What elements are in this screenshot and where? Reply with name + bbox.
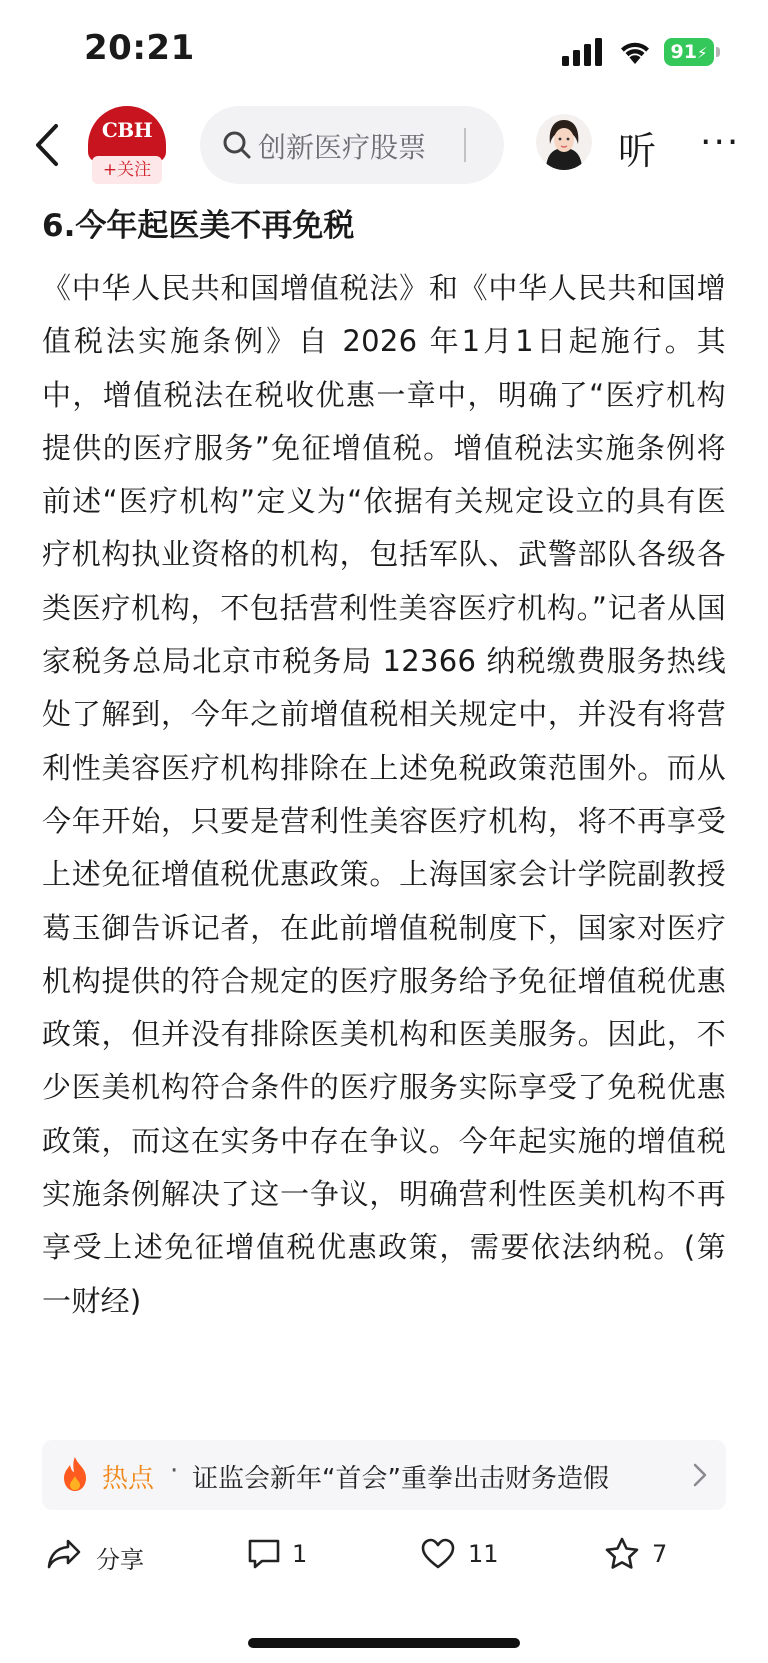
more-options-button[interactable]: ··· <box>700 122 741 163</box>
hot-topic-separator: · <box>170 1456 179 1486</box>
follow-button[interactable]: +关注 <box>92 156 162 184</box>
section-heading: 6.今年起医美不再免税 <box>42 208 355 244</box>
article-body: 《中华人民共和国增值税法》和《中华人民共和国增值税法实施条例》自 2026 年1月1日起施行。其中，增值税法在税收优惠一章中，明确了“医疗机构提供的医疗服务”免征增值税。增值税法实施条例将前述“医疗机构”定义为“依据有关规定设立的具有医疗机构执业资格的机构，包括军队、武警部队各级各类医疗机构，不包括营利性美容医疗机构。”记者从国家税务总局北京市税务局 12366 纳税缴费服务热线处了解到，今年之前增值税相关规定中，并没有将营利性美容医疗机构排除在上述免税政策范围外。而从今年开始，只要是营利性美容医疗机构，将不再享受上述免征增值税优惠政策。上海国家会计学院副教授葛玉御告诉记者，在此前增值税制度下，国家对医疗机构提供的符合规定的医疗服务给予免征增值税优惠政策，但并没有排除医美机构和医美服务。因此，不少医美机构符合条件的医疗服务实际享受了免税优惠政策，而这在实务中存在争议。今年起实施的增值税实施条例解决了这一争议，明确营利性医美机构不再享受上述免征增值税优惠政策，需要依法纳税。(第一财经) <box>42 271 726 1318</box>
status-time: 20:21 <box>84 28 195 68</box>
battery-percent: 91 <box>670 41 697 63</box>
hot-topic-bar[interactable] <box>42 1440 726 1510</box>
listen-button[interactable]: 听 <box>618 129 657 173</box>
battery-indicator <box>664 38 720 66</box>
share-label: 分享 <box>96 1546 144 1574</box>
home-indicator[interactable] <box>248 1638 520 1648</box>
share-icon <box>46 1536 82 1572</box>
hot-topic-headline[interactable]: 证监会新年“首会”重拳出击财务造假 <box>192 1464 609 1494</box>
battery-level: 91⚡ <box>664 38 714 66</box>
battery-tip <box>716 47 720 57</box>
like-count: 11 <box>468 1540 499 1568</box>
flame-icon <box>60 1456 90 1492</box>
comment-count: 1 <box>292 1540 308 1568</box>
nav-bar <box>0 100 768 200</box>
search-caret <box>464 128 466 162</box>
cellular-signal-icon <box>562 38 606 66</box>
favorite-button[interactable] <box>604 1530 684 1580</box>
star-icon <box>604 1536 640 1572</box>
search-icon <box>222 130 252 160</box>
status-bar <box>0 0 768 100</box>
comment-button[interactable] <box>246 1530 326 1580</box>
favorite-count: 7 <box>652 1540 668 1568</box>
like-button[interactable] <box>420 1530 510 1580</box>
wifi-icon <box>618 36 652 66</box>
avatar[interactable] <box>536 114 592 170</box>
heart-icon <box>420 1536 456 1572</box>
hot-topic-label: 热点 <box>102 1464 155 1494</box>
chevron-right-icon <box>690 1460 710 1490</box>
action-bar <box>0 1520 768 1590</box>
logo-text: CBH <box>101 118 153 142</box>
comment-icon <box>246 1536 282 1572</box>
search-placeholder: 创新医疗股票 <box>258 131 427 164</box>
share-button[interactable] <box>46 1530 156 1580</box>
back-arrow-icon[interactable] <box>30 120 70 170</box>
publisher-logo[interactable] <box>86 106 168 186</box>
